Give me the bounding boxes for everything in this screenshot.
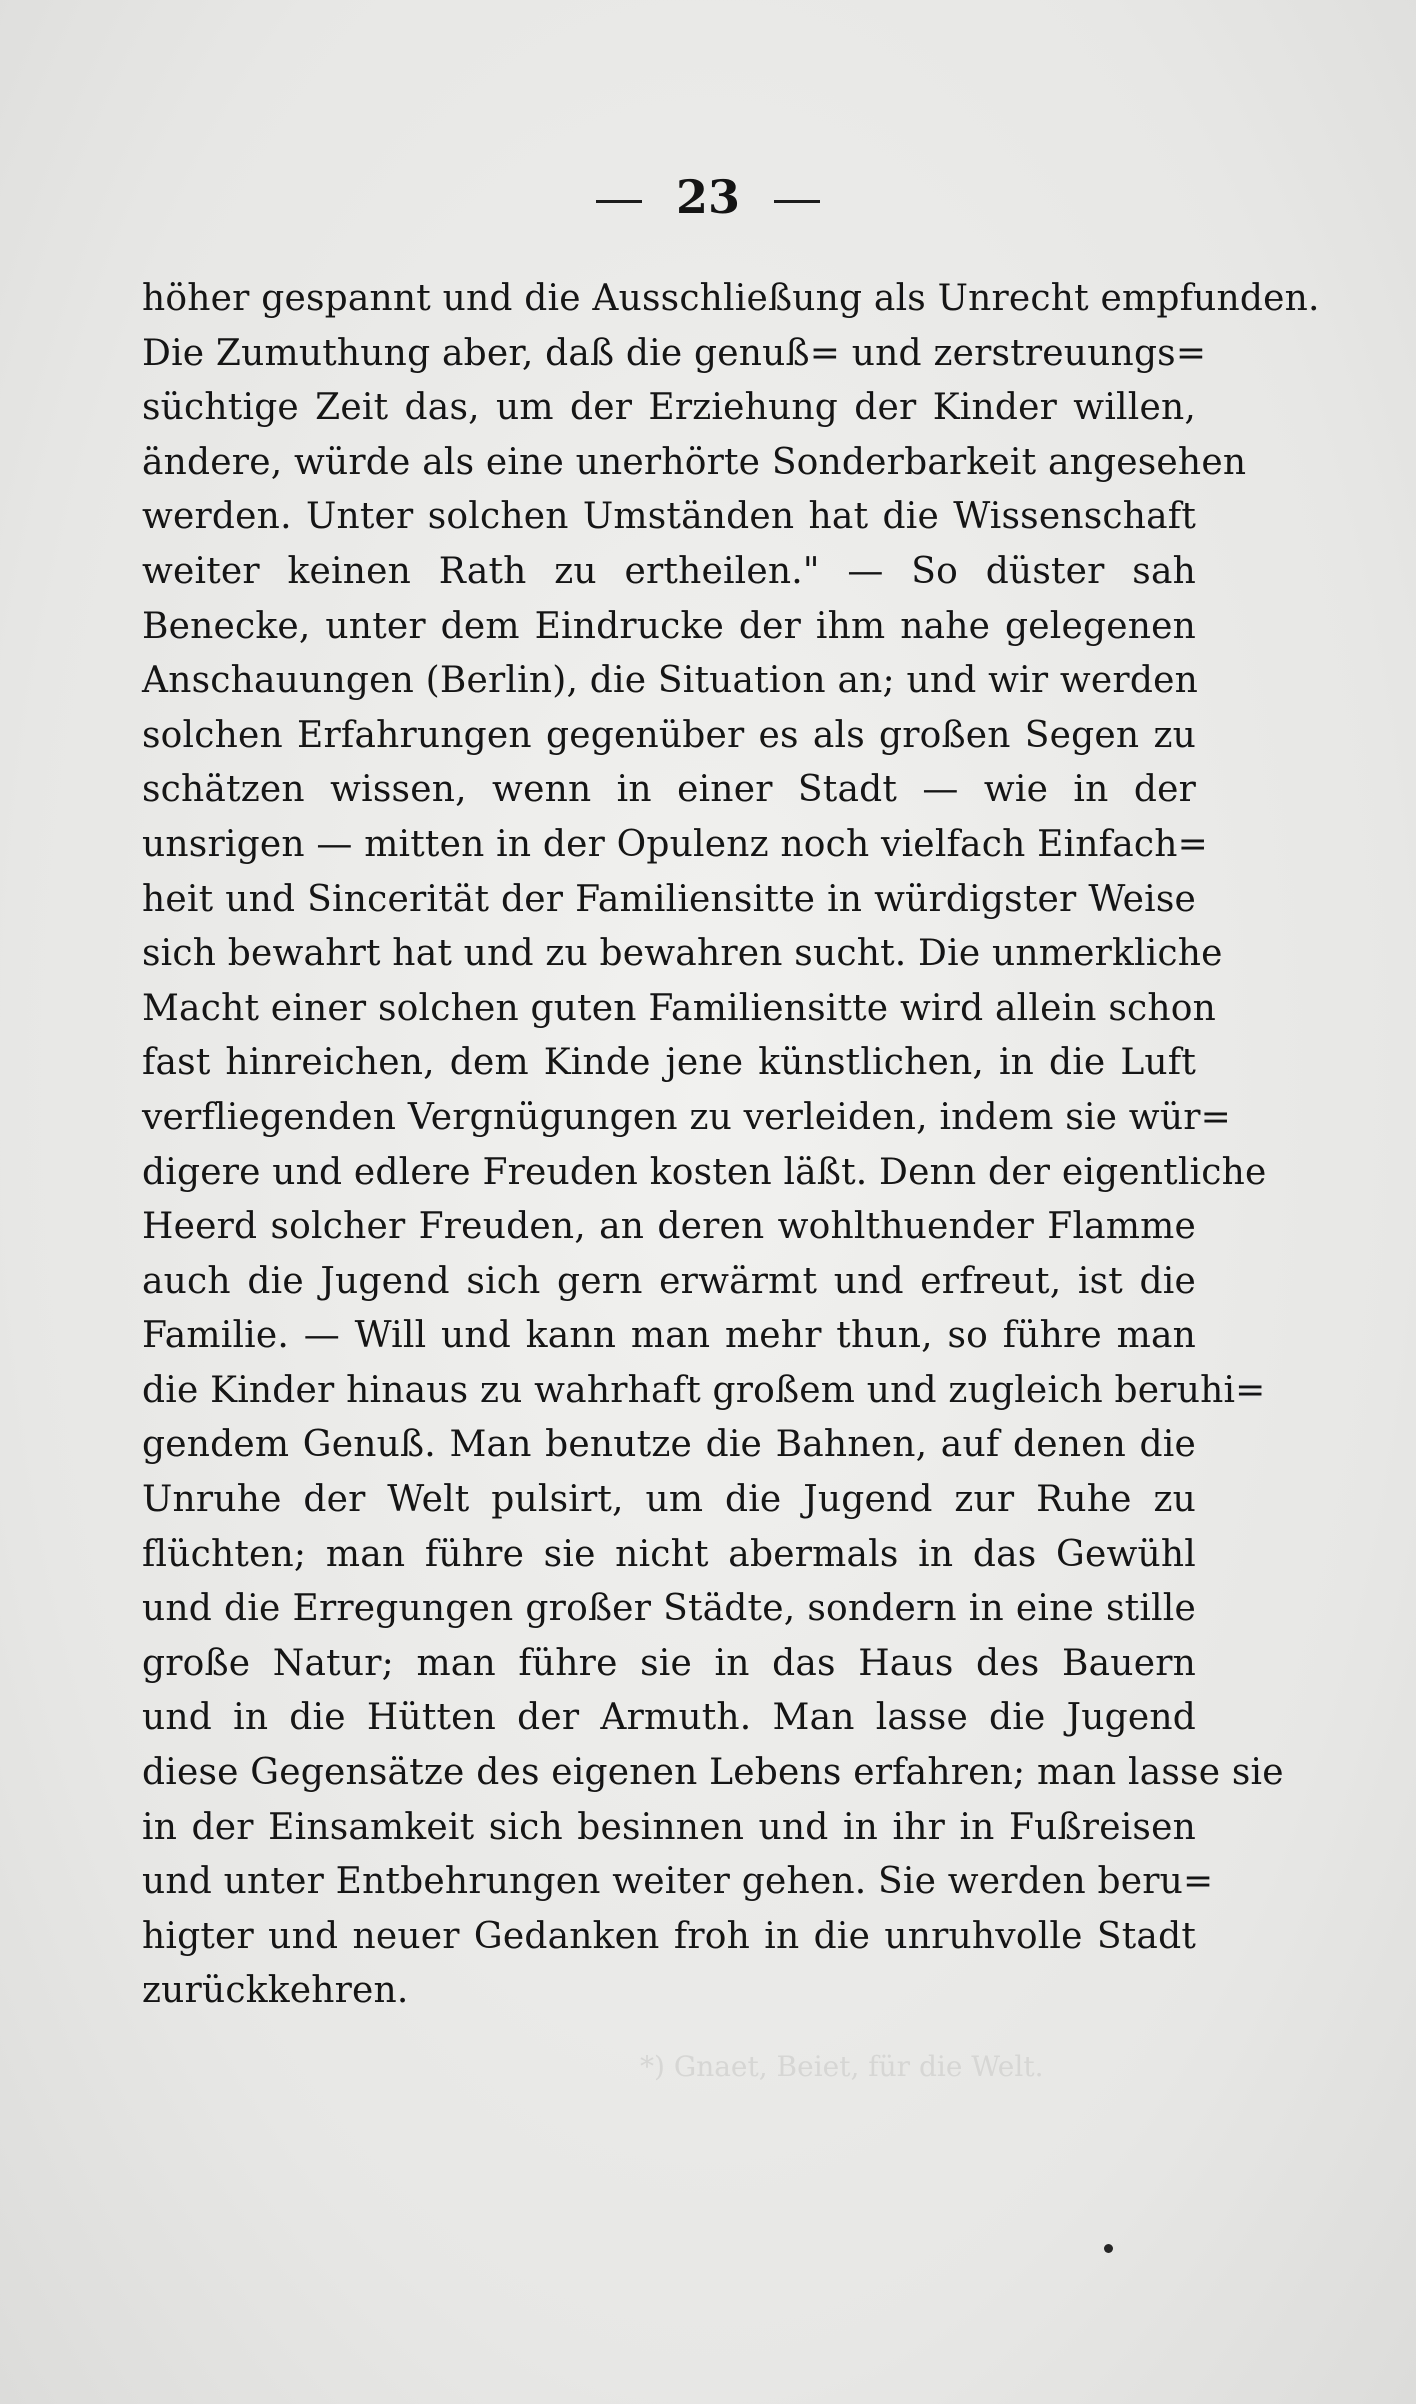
text-line: sich bewahrt hat und zu bewahren sucht. Die unmerkliche xyxy=(142,933,1223,975)
text-line: in der Einsamkeit sich besinnen und in ihr in Fußreisen xyxy=(142,1806,1196,1848)
text-line: solchen Erfahrungen gegenüber es als großen Segen zu xyxy=(142,714,1196,756)
text-line: werden. Unter solchen Umständen hat die Wissenschaft xyxy=(142,496,1196,538)
text-line: digere und edlere Freuden kosten läßt. Denn der eigentliche xyxy=(142,1151,1267,1193)
text-line: gendem Genuß. Man benutze die Bahnen, auf denen die xyxy=(142,1424,1196,1466)
show-through-footnote: *) Gnaet, Beiet, für die Welt. xyxy=(640,2050,1044,2083)
text-line: Unruhe der Welt pulsirt, um die Jugend zur Ruhe zu xyxy=(142,1479,1196,1521)
text-line: diese Gegensätze des eigenen Lebens erfahren; man lasse sie xyxy=(142,1752,1284,1794)
text-line: higter und neuer Gedanken froh in die unruhvolle Stadt xyxy=(142,1915,1196,1957)
text-line: unsrigen — mitten in der Opulenz noch vielfach Einfach= xyxy=(142,823,1208,865)
text-line: heit und Sincerität der Familiensitte in würdigster Weise xyxy=(142,878,1196,920)
text-line: und unter Entbehrungen weiter gehen. Sie werden beru= xyxy=(142,1861,1214,1903)
text-line: Macht einer solchen guten Familiensitte wird allein schon xyxy=(142,987,1216,1029)
text-line: verfliegenden Vergnügungen zu verleiden, indem sie wür= xyxy=(142,1096,1231,1138)
header-dash-right xyxy=(774,200,820,203)
text-line: höher gespannt und die Ausschließung als Unrecht empfunden. xyxy=(142,278,1320,319)
text-line: fast hinreichen, dem Kinde jene künstlichen, in die Luft xyxy=(142,1042,1196,1084)
body-text xyxy=(142,272,1320,2019)
text-line: große Natur; man führe sie in das Haus des Bauern xyxy=(142,1642,1196,1684)
text-line: weiter keinen Rath zu ertheilen." — So düster sah xyxy=(142,550,1196,592)
text-line: süchtige Zeit das, um der Erziehung der Kinder willen, xyxy=(142,387,1196,429)
page-header xyxy=(0,170,1416,224)
text-line: Heerd solcher Freuden, an deren wohlthuender Flamme xyxy=(142,1206,1196,1248)
text-line: und die Erregungen großer Städte, sondern in eine stille xyxy=(142,1588,1196,1630)
text-line: Benecke, unter dem Eindrucke der ihm nahe gelegenen xyxy=(142,605,1196,647)
ink-speck xyxy=(1104,2244,1113,2253)
text-line: zurückkehren. xyxy=(142,1970,409,2012)
text-line: flüchten; man führe sie nicht abermals in das Gewühl xyxy=(142,1533,1196,1575)
text-line: Familie. — Will und kann man mehr thun, so führe man xyxy=(142,1315,1196,1357)
text-line: auch die Jugend sich gern erwärmt und erfreut, ist die xyxy=(142,1260,1196,1302)
text-line: ändere, würde als eine unerhörte Sonderbarkeit angesehen xyxy=(142,441,1247,483)
page-number: 23 xyxy=(675,170,740,224)
text-line: und in die Hütten der Armuth. Man lasse die Jugend xyxy=(142,1697,1196,1739)
text-line: Anschauungen (Berlin), die Situation an; und wir werden xyxy=(142,660,1198,702)
text-line: die Kinder hinaus zu wahrhaft großem und zugleich beruhi= xyxy=(142,1369,1266,1411)
header-dash-left xyxy=(596,200,642,203)
text-line: Die Zumuthung aber, daß die genuß= und zerstreuungs= xyxy=(142,332,1207,374)
text-line: schätzen wissen, wenn in einer Stadt — wie in der xyxy=(142,769,1196,811)
